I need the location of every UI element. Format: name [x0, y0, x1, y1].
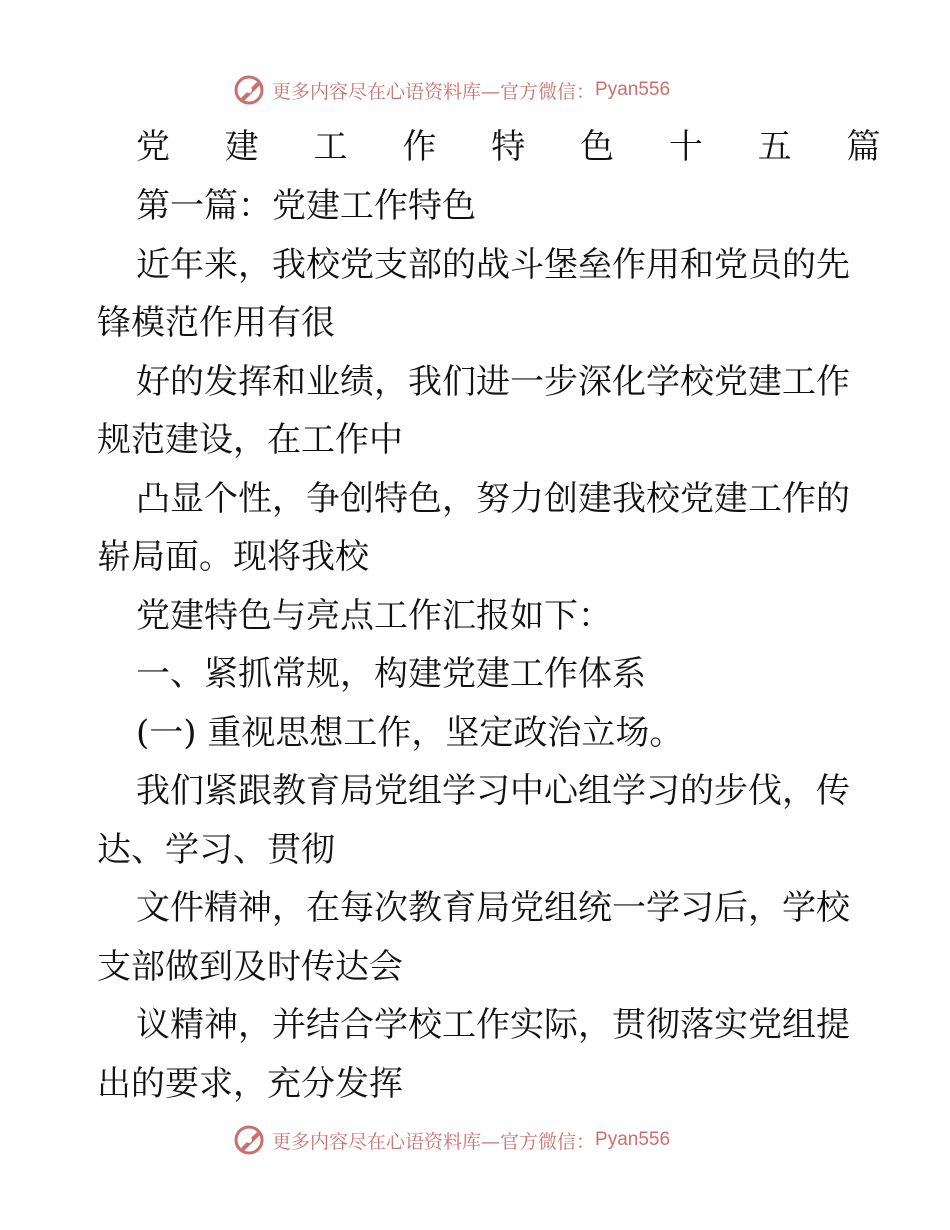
pen-logo-icon — [232, 73, 266, 107]
paragraph-line: 出的要求，充分发挥 — [97, 1064, 403, 1104]
paragraph-line: 好的发挥和业绩，我们进一步深化学校党建工作 — [136, 362, 850, 402]
paragraph-line: 规范建设，在工作中 — [97, 420, 403, 460]
paragraph-line: 凸显个性，争创特色，努力创建我校党建工作的 — [136, 479, 850, 519]
watermark-wechat-id: Pyan556 — [595, 1129, 671, 1150]
section-heading: 一、紧抓常规，构建党建工作体系 — [136, 654, 646, 694]
paragraph-line: 崭局面。现将我校 — [97, 537, 369, 577]
header-watermark — [232, 72, 670, 108]
watermark-text: 更多内容尽在心语资料库—官方微信： — [272, 80, 596, 103]
subsection-heading: (一) 重视思想工作，坚定政治立场。 — [136, 713, 684, 753]
paragraph-line: 议精神，并结合学校工作实际，贯彻落实党组提 — [136, 1005, 850, 1045]
paragraph-line: 锋模范作用有很 — [97, 303, 335, 343]
chapter-heading: 第一篇：党建工作特色 — [136, 186, 476, 226]
watermark-wechat-id: Pyan556 — [595, 79, 671, 100]
paragraph-line: 文件精神，在每次教育局党组统一学习后，学校 — [136, 888, 850, 928]
document-title: 党 建 工 作 特 色 十 五 篇 — [136, 127, 903, 167]
paragraph-line: 我们紧跟教育局党组学习中心组学习的步伐，传 — [136, 771, 850, 811]
paragraph-line: 支部做到及时传达会 — [97, 947, 403, 987]
watermark-text: 更多内容尽在心语资料库—官方微信： — [272, 1130, 596, 1153]
paragraph-line: 党建特色与亮点工作汇报如下： — [136, 596, 612, 636]
paragraph-line: 达、学习、贯彻 — [97, 830, 335, 870]
footer-watermark — [232, 1122, 670, 1158]
pen-logo-icon — [232, 1123, 266, 1157]
paragraph-line: 近年来，我校党支部的战斗堡垒作用和党员的先 — [136, 245, 850, 285]
